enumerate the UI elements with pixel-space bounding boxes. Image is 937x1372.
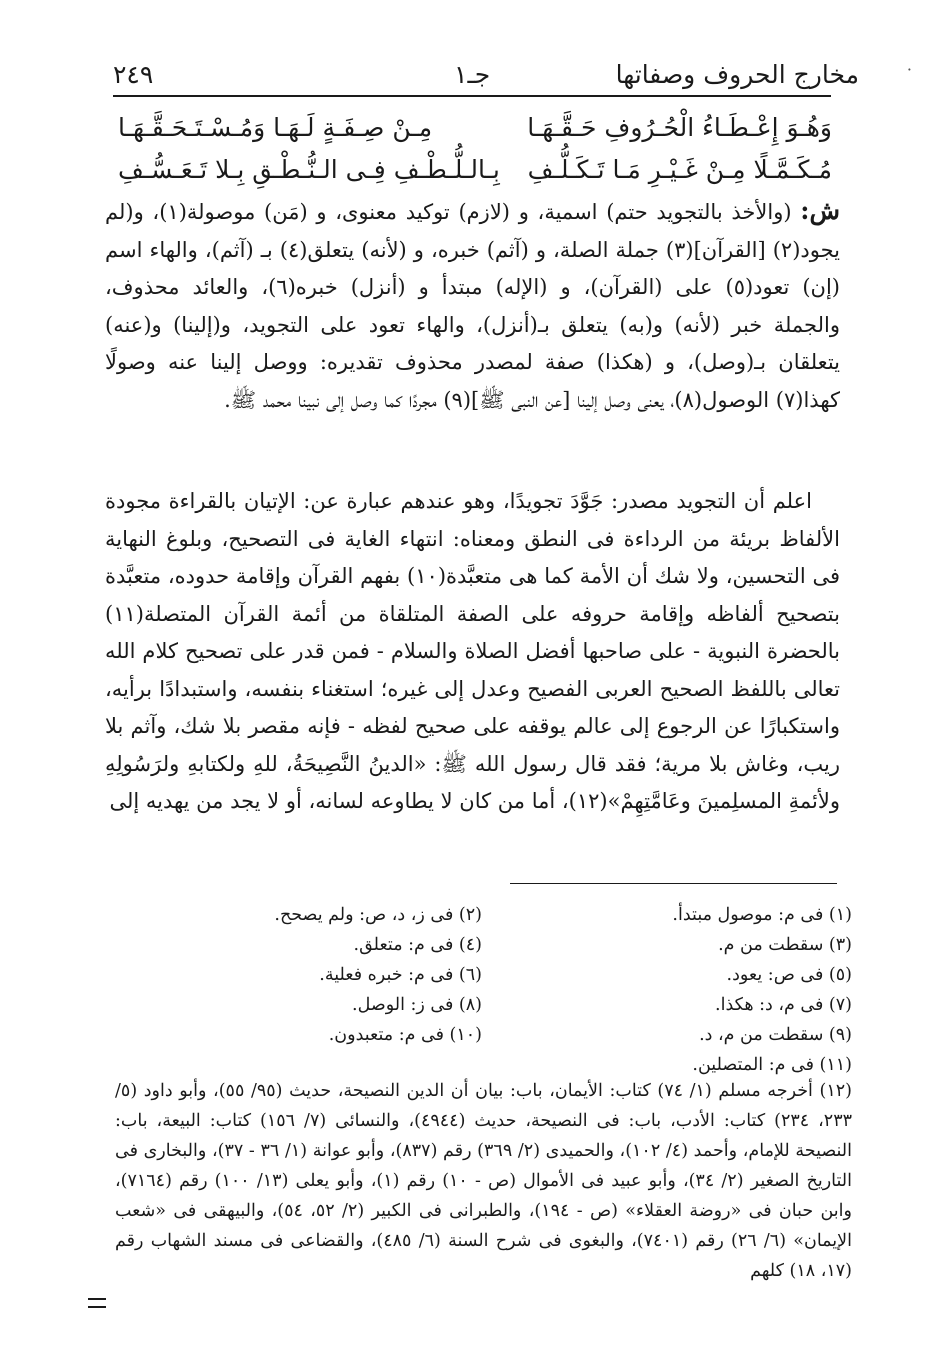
- explanation-paragraph: اعلم أن التجويد مصدر: جَوَّدَ تجويدًا، وهو عندهم عبارة عن: الإتيان بالقراءة مجودة الألفاظ بريئة من الرداءة فى النطق ومعناه: انتهاء الغاية فى التصحيح، وبلوغ النهاية فى التحسين، ولا شك أن الأمة كما هى متعبَّدة(١٠) بفهم القرآن وإقامة حدوده، متعبَّدة بتصحيح ألفاظه وإقامة حروفه على الصفة المتلقاة من أئمة القرآن المتصلة(١١) بالحضرة النبوية - على صاحبها أفضل الصلاة والسلام - فمن قدر على تصحيح كلام الله تعالى باللفظ الصحيح العربى الفصيح وعدل إلى غيره؛ استغناء بنفسه، واستبدادًا برأيه، واستكبارًا عن الرجوع إلى عالم يوقفه على صحيح لفظه - فإنه مقصر بلا شك، وآثم بلا ريب، وغاش بلا مرية؛ فقد قال رسول الله ﷺ: «الدينُ النَّصِيحَةُ، للهِ ولكتابهِ ولرَسُولِهِ ولأئمةِ المسلِمينَ وعَامَّتِهِمْ»(١٢)، أما من كان لا يطاوعه لسانه، أو لا يجد من يهديه إلى: [105, 489, 841, 813]
- footnote: (١٠) فى م: متعبدون.: [328, 1025, 482, 1045]
- volume-number: جـ١: [454, 60, 491, 89]
- footnote: (٤) فى م: متعلق.: [353, 935, 482, 955]
- commentary-paragraph: [105, 192, 840, 419]
- footnote: (٦) فى م: خبره فعلية.: [319, 965, 482, 985]
- verse-line-2-first-hemistich: مُـكَـمَّـلًا مِـنْ غَـيْـرِ مَـا تَـكَـلُّـفِ: [527, 155, 832, 184]
- verse-line-1-first-hemistich: وَهُـوَ إِعْـطَـاءُ الْحُـرُوفِ حَـقَّـهَـا: [527, 113, 832, 142]
- footnote: (٨) فى ز: الوصل.: [352, 995, 482, 1015]
- footnote: (٣) سقطت من م.: [718, 935, 852, 955]
- header-rule: [113, 95, 831, 97]
- commentary-label: ش:: [800, 196, 840, 225]
- footnote: (٥) فى ص: يعود.: [726, 965, 852, 985]
- footnote-12: (١٢) أخرجه مسلم (١/ ٧٤) كتاب: الأيمان، باب: بيان أن الدين النصيحة، حديث (٩٥/ ٥٥)، وأبو داود (٥/ ٢٣٣، ٢٣٤) كتاب: الأدب، باب: فى النصيحة، حديث (٤٩٤٤)، والنسائى (٧/ ١٥٦) كتاب: البيعة، باب: النصيحة للإمام، وأحمد (٤/ ١٠٢)، والحميدى (٢/ ٣٦٩) رقم (٨٣٧)، وأبو عوانة (١/ ٣٦ - ٣٧)، والبخارى فى التاريخ الصغير (٢/ ٣٤)، وأبو عبيد فى الأموال (ص - ١٠) رقم (١)، وأبو يعلى (١٣/ ١٠٠) رقم (٧١٦٤)، وابن حبان فى «روضة العقلاء» (ص - ١٩٤)، والطبرانى فى الكبير (٢/ ٥٢، ٥٤)، والبيهقى فى «شعب الإيمان» (٦/ ٢٦) رقم (٧٤٠١)، والبغوى فى شرح السنة (٦/ ٤٨٥)، والقضاعى فى مسند الشهاب رقم (١٧، ١٨) كلهم: [115, 1081, 853, 1281]
- corner-mark: ·: [906, 60, 912, 79]
- commentary-text: (والأخذ بالتجويد حتم) اسمية، و (لازم) توكيد معنوى، و (مَن) موصولة(١)، و(لم يجود(٢) [القرآن](٣) جملة الصلة، و (آثم) خبره، و (لأنه) يتعلق(٤) بـ (آثم)، والهاء اسم (إن) تعود(٥) على (القرآن)، و (الإله) مبتدأ و (أنزل) خبره(٦)، والعائد محذوف، والجملة خبر (لأنه) و(به) يتعلق بـ(أنزل)، والهاء تعود على التجويد، و(إلينا) و(عنه) يتعلقان بـ(وصل)، و (هكذا) صفة لمصدر محذوف تقديره: ووصل إلينا عنه وصولًا كهذا(٧) الوصول(٨)، يعنى وصل إلينا [عن النبى ﷺ](٩) مجردًا كما وصل إلى نبينا محمد ﷺ.: [105, 200, 840, 412]
- running-title: مخارج الحروف وصفاتها: [615, 60, 859, 89]
- footnote: (٧) فى م، د: هكذا.: [715, 995, 852, 1015]
- footnote: (٢) فى ز، د، ص: ولم يصحح.: [274, 905, 482, 925]
- verse-line-1-second-hemistich: مِـنْ صِـفَـةٍ لَـهَـا وَمُـسْـتَـحَـقَّـهَـا: [118, 113, 433, 142]
- footnote: (٩) سقطت من م، د.: [699, 1025, 852, 1045]
- footnote: (١) فى م: موصول مبتدأ.: [672, 905, 852, 925]
- verse-line-2-second-hemistich: بِـالـلُّـطْـفِ فِـى الـنُّـطْـقِ بِـلا تَـعَـسُّـفِ: [118, 155, 500, 184]
- continuation-mark: [88, 1298, 106, 1308]
- footnote-separator: [510, 883, 837, 884]
- footnotes-right-column: [572, 900, 852, 1050]
- footnote-11: (١١) فى م: المتصلين.: [692, 1055, 852, 1075]
- footnotes-left-column: [162, 900, 482, 1050]
- page-number: ٢٤٩: [113, 60, 154, 89]
